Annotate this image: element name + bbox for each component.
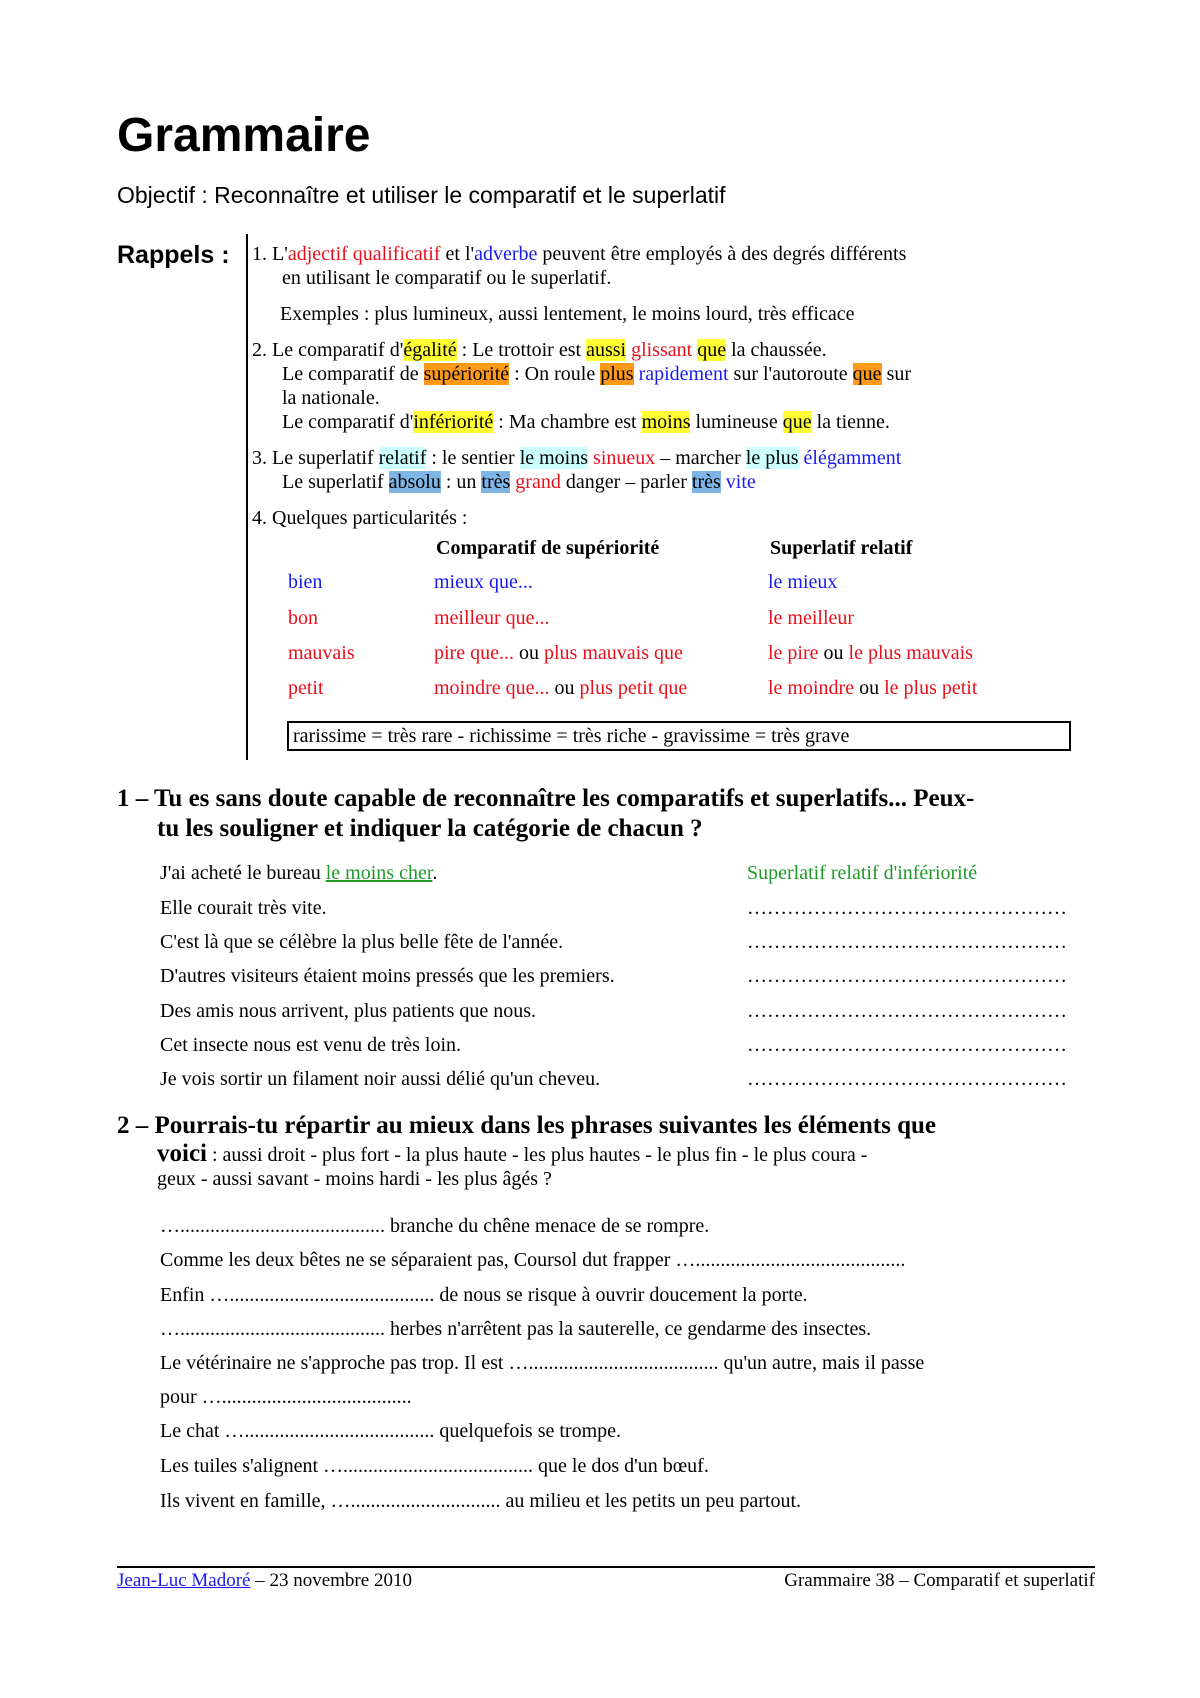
table-row-comp: mieux que... xyxy=(434,571,533,593)
exercise-1-heading-line-2: tu les souligner et indiquer la catégorie de chacun ? xyxy=(157,815,703,842)
col-header-superlatif: Superlatif relatif xyxy=(770,537,913,559)
exercise-1-sentence: Je vois sortir un filament noir aussi délié qu'un cheveu. xyxy=(160,1068,601,1090)
exercise-1-sentence: D'autres visiteurs étaient moins pressés que les premiers. xyxy=(160,965,615,987)
exercise-1-heading-line-1: 1 – Tu es sans doute capable de reconnaître les comparatifs et superlatifs... Peux- xyxy=(117,785,975,812)
exercise-2-sentence: pour …...................................... xyxy=(160,1386,412,1408)
answer-blank[interactable]: ………………………………………… xyxy=(747,965,1067,987)
exercise-2-sentence: Les tuiles s'alignent …...................................... que le dos d'un bœuf. xyxy=(160,1455,709,1477)
exercise-1-example-answer: Superlatif relatif d'infériorité xyxy=(747,862,978,884)
answer-blank[interactable]: ………………………………………… xyxy=(747,1068,1067,1090)
exercise-2-sentence: Le vétérinaire ne s'approche pas trop. Il est …...................................... qu'un autre, mais il passe xyxy=(160,1352,925,1374)
exercise-1-example-sentence: J'ai acheté le bureau le moins cher. xyxy=(160,862,438,884)
rappels-divider xyxy=(246,234,248,760)
rappel-3-line-1: 3. Le superlatif relatif : le sentier le moins sinueux – marcher le plus élégamment xyxy=(252,447,902,469)
rappel-3-line-2: Le superlatif absolu : un très grand danger – parler très vite xyxy=(282,471,756,493)
author-link[interactable]: Jean-Luc Madoré xyxy=(117,1570,251,1591)
table-row-comp: moindre que... ou plus petit que xyxy=(434,677,688,699)
exercise-1-sentence: Cet insecte nous est venu de très loin. xyxy=(160,1034,462,1056)
exercise-2-heading-line-2: voici : aussi droit - plus fort - la plus haute - les plus hautes - le plus fin - le plus coura - xyxy=(157,1140,868,1167)
table-row-comp: pire que... ou plus mauvais que xyxy=(434,642,683,664)
exercise-1-sentence: C'est là que se célèbre la plus belle fête de l'année. xyxy=(160,931,564,953)
table-row: bon xyxy=(288,607,318,629)
rappels-label: Rappels : xyxy=(117,241,230,269)
rappel-2-line-4: Le comparatif d'infériorité : Ma chambre est moins lumineuse que la tienne. xyxy=(282,411,890,433)
exercise-2-sentence: Ils vivent en famille, ….............................. au milieu et les petits un peu partout. xyxy=(160,1490,801,1512)
answer-blank[interactable]: ………………………………………… xyxy=(747,1000,1067,1022)
answer-blank[interactable]: ………………………………………… xyxy=(747,897,1067,919)
rappel-1-line-1: 1. L'adjectif qualificatif et l'adverbe peuvent être employés à des degrés différents xyxy=(252,243,907,265)
objective: Objectif : Reconnaître et utiliser le comparatif et le superlatif xyxy=(117,182,726,208)
footer-author-date: Jean-Luc Madoré – 23 novembre 2010 xyxy=(117,1570,412,1591)
table-row: bien xyxy=(288,571,323,593)
exercise-1-sentence: Des amis nous arrivent, plus patients que nous. xyxy=(160,1000,537,1022)
table-row-sup: le mieux xyxy=(768,571,838,593)
table-row: petit xyxy=(288,677,324,699)
exercise-2-sentence: Comme les deux bêtes ne se séparaient pas, Coursol dut frapper ….......................................... xyxy=(160,1249,906,1271)
table-row-sup: le pire ou le plus mauvais xyxy=(768,642,973,664)
col-header-comparatif: Comparatif de supériorité xyxy=(436,537,660,559)
exercise-1-sentence: Elle courait très vite. xyxy=(160,897,327,919)
exercise-2-sentence: …......................................... branche du chêne menace de se rompre. xyxy=(160,1215,710,1237)
exercise-2-sentence: Le chat …...................................... quelquefois se trompe. xyxy=(160,1420,622,1442)
exercise-2-heading-line-3: geux - aussi savant - moins hardi - les plus âgés ? xyxy=(157,1168,552,1190)
exercise-2-sentence: …......................................... herbes n'arrêtent pas la sauterelle, ce gendarme des insectes. xyxy=(160,1318,872,1340)
exercise-2-sentence: Enfin …......................................... de nous se risque à ouvrir doucement la porte. xyxy=(160,1284,808,1306)
footer-title: Grammaire 38 – Comparatif et superlatif xyxy=(784,1570,1095,1591)
rappel-2-line-1: 2. Le comparatif d'égalité : Le trottoir est aussi glissant que la chaussée. xyxy=(252,339,827,361)
rappel-2-line-3: la nationale. xyxy=(282,387,380,409)
superlatifs-box: rarissime = très rare - richissime = très riche - gravissime = très grave xyxy=(287,721,1071,751)
rappel-4-intro: 4. Quelques particularités : xyxy=(252,507,468,529)
table-row-comp: meilleur que... xyxy=(434,607,550,629)
table-row-sup: le moindre ou le plus petit xyxy=(768,677,978,699)
rappel-1-line-2: en utilisant le comparatif ou le superlatif. xyxy=(282,267,612,289)
answer-blank[interactable]: ………………………………………… xyxy=(747,931,1067,953)
rappel-1-examples: Exemples : plus lumineux, aussi lentement, le moins lourd, très efficace xyxy=(280,303,855,325)
exercise-2-heading-line-1: 2 – Pourrais-tu répartir au mieux dans les phrases suivantes les éléments que xyxy=(117,1112,936,1139)
footer-divider xyxy=(117,1566,1095,1568)
answer-blank[interactable]: ………………………………………… xyxy=(747,1034,1067,1056)
table-row-sup: le meilleur xyxy=(768,607,855,629)
page-title: Grammaire xyxy=(117,109,371,162)
rappel-2-line-2: Le comparatif de supériorité : On roule plus rapidement sur l'autoroute que sur xyxy=(282,363,912,385)
table-row: mauvais xyxy=(288,642,355,664)
